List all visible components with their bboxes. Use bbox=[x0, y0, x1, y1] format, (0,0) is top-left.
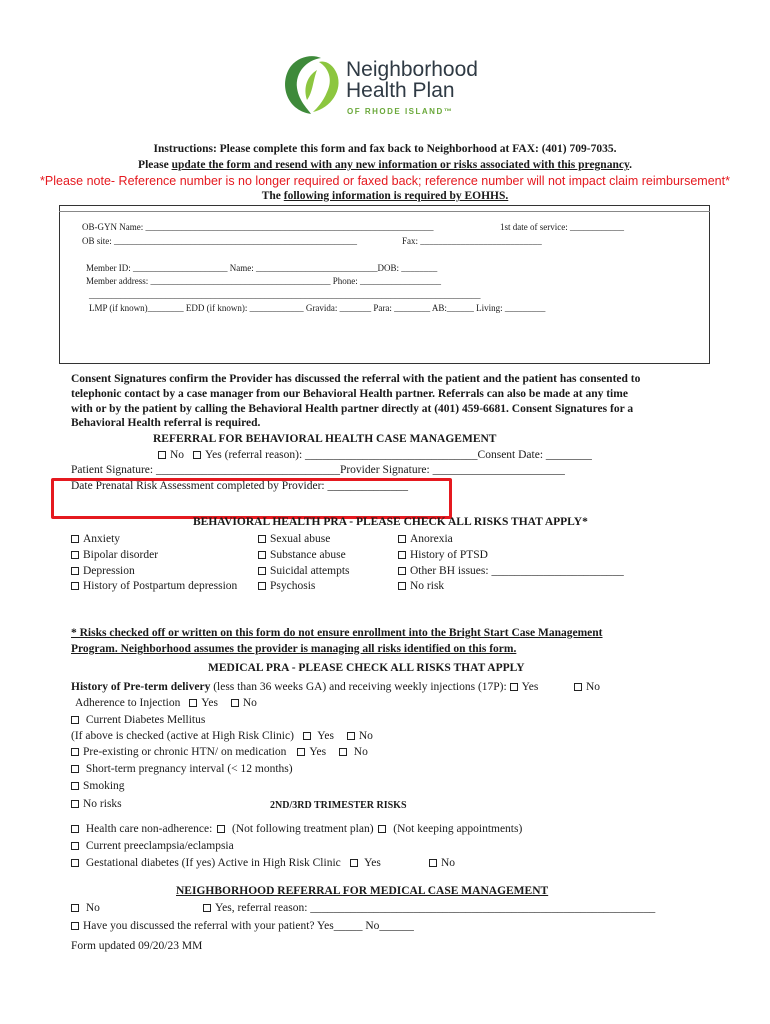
risk-label: Other BH issues: _______________________ bbox=[410, 565, 624, 577]
consent-line3: with or by the patient by calling the Behavioral Health partner directly at (401) 459-6681. Consent Signatures for a bbox=[71, 403, 634, 415]
disclaimer-line1: * Risks checked off or written on this form do not ensure enrollment into the Bright Start Case Management bbox=[71, 627, 603, 639]
if-above-line bbox=[71, 730, 373, 742]
risk-anxiety[interactable] bbox=[71, 533, 120, 545]
no-label: No bbox=[586, 681, 601, 693]
checkbox-icon[interactable] bbox=[398, 567, 406, 575]
address-blank-line[interactable]: _______________________________________________________________________________________ bbox=[89, 290, 481, 300]
bh-pra-title: BEHAVIORAL HEALTH PRA - PLEASE CHECK ALL RISKS THAT APPLY* bbox=[193, 516, 588, 528]
checkbox-icon[interactable] bbox=[71, 782, 79, 790]
diabetes-line[interactable] bbox=[71, 714, 205, 726]
fax-field[interactable]: Fax: ___________________________ bbox=[402, 236, 542, 246]
required-underlined: following information is required by EOHHS. bbox=[283, 190, 509, 202]
required-prefix: The bbox=[261, 190, 284, 202]
checkbox-icon[interactable] bbox=[350, 859, 358, 867]
no-risks-line[interactable] bbox=[71, 798, 122, 810]
required-line bbox=[0, 190, 770, 202]
consent-line4: Behavioral Health referral is required. bbox=[71, 417, 261, 429]
risk-depression[interactable] bbox=[71, 565, 135, 577]
checkbox-icon[interactable] bbox=[258, 567, 266, 575]
checkbox-icon[interactable] bbox=[71, 842, 79, 850]
trimester-title: 2ND/3RD TRIMESTER RISKS bbox=[270, 800, 407, 811]
checkbox-icon[interactable] bbox=[71, 859, 79, 867]
signature-line[interactable]: Patient Signature: ________________________________Provider Signature: _______________________ bbox=[71, 464, 565, 476]
instructions-line2-prefix: Please bbox=[138, 159, 172, 171]
bh-referral-yes[interactable] bbox=[193, 449, 592, 461]
risk-label: Depression bbox=[83, 565, 135, 577]
preterm-rest: (less than 36 weeks GA) and receiving weekly injections (17P): bbox=[210, 681, 507, 693]
risk-label: History of PTSD bbox=[410, 549, 488, 561]
risk-label: Anorexia bbox=[410, 533, 453, 545]
instructions-line1: Instructions: Please complete this form and fax back to Neighborhood at FAX: (401) 709-7035. bbox=[153, 143, 617, 155]
bh-referral-no[interactable] bbox=[158, 449, 184, 461]
checkbox-icon[interactable] bbox=[71, 748, 79, 756]
checkbox-icon[interactable] bbox=[71, 535, 79, 543]
risk-substance-abuse[interactable] bbox=[258, 549, 346, 561]
checkbox-icon[interactable] bbox=[71, 904, 79, 912]
checkbox-icon[interactable] bbox=[71, 922, 79, 930]
nh-yes-label: Yes, referral reason: ____________________________________________________________ bbox=[215, 902, 656, 914]
no-label: No bbox=[358, 730, 373, 742]
instructions-line2-suffix: . bbox=[629, 159, 632, 171]
checkbox-icon[interactable] bbox=[231, 699, 239, 707]
checkbox-icon[interactable] bbox=[203, 904, 211, 912]
preterm-no[interactable] bbox=[574, 681, 600, 693]
leaf-logo-icon bbox=[277, 52, 347, 118]
smoking-label: Smoking bbox=[83, 780, 125, 792]
preeclampsia-label: Current preeclampsia/eclampsia bbox=[85, 840, 234, 852]
instructions-line2 bbox=[0, 159, 770, 171]
risk-ptsd[interactable] bbox=[398, 549, 488, 561]
checkbox-icon[interactable] bbox=[189, 699, 197, 707]
checkbox-icon[interactable] bbox=[71, 716, 79, 724]
yes-label: Yes bbox=[317, 730, 334, 742]
box-divider bbox=[59, 211, 710, 214]
first-service-field[interactable]: 1st date of service: ____________ bbox=[500, 222, 624, 232]
nh-referral-yes[interactable] bbox=[203, 902, 655, 914]
no-risks-label: No risks bbox=[83, 798, 122, 810]
ob-site-field[interactable]: OB site: ______________________________________________________ bbox=[82, 236, 358, 246]
short-term-label: Short-term pregnancy interval (< 12 months) bbox=[85, 763, 293, 775]
nh-referral-title: NEIGHBORHOOD REFERRAL FOR MEDICAL CASE MANAGEMENT bbox=[176, 885, 549, 897]
risk-label: Sexual abuse bbox=[270, 533, 331, 545]
highlight-box bbox=[51, 478, 452, 519]
htn-line bbox=[71, 746, 368, 758]
gestational-no[interactable] bbox=[429, 857, 455, 869]
gestational-label: Gestational diabetes (If yes) Active in High Risk Clinic bbox=[85, 857, 341, 869]
risk-bipolar[interactable] bbox=[71, 549, 158, 561]
checkbox-icon[interactable] bbox=[398, 582, 406, 590]
checkbox-icon[interactable] bbox=[217, 825, 225, 833]
checkbox-icon[interactable] bbox=[258, 535, 266, 543]
not-keeping-label: (Not keeping appointments) bbox=[393, 823, 523, 835]
bh-referral-no-label: No bbox=[170, 449, 185, 461]
logo-line3: OF RHODE ISLAND™ bbox=[347, 107, 454, 116]
member-address-field[interactable]: Member address: ________________________________________ Phone: __________________ bbox=[86, 276, 441, 286]
preterm-line bbox=[71, 681, 538, 693]
adherence-line bbox=[75, 697, 257, 709]
discussed-line[interactable] bbox=[71, 920, 414, 932]
preterm-bold: History of Pre-term delivery bbox=[71, 681, 211, 693]
checkbox-icon[interactable] bbox=[297, 748, 305, 756]
yes-label: Yes bbox=[521, 681, 539, 693]
risk-no-risk[interactable] bbox=[398, 580, 444, 592]
risk-label: Bipolar disorder bbox=[83, 549, 159, 561]
gestational-line bbox=[71, 857, 381, 869]
checkbox-icon[interactable] bbox=[71, 765, 79, 773]
checkbox-icon[interactable] bbox=[71, 800, 79, 808]
logo-line2: Health Plan bbox=[346, 79, 455, 102]
not-following-label: (Not following treatment plan) bbox=[232, 823, 374, 835]
risk-label: Psychosis bbox=[270, 580, 316, 592]
prenatal-assessment-date[interactable]: Date Prenatal Risk Assessment completed by Provider: ______________ bbox=[71, 480, 408, 492]
htn-label: Pre-existing or chronic HTN/ on medication bbox=[83, 746, 287, 758]
member-id-field[interactable]: Member ID: _____________________ Name: ___________________________DOB: ________ bbox=[86, 263, 438, 273]
checkbox-icon[interactable] bbox=[510, 683, 518, 691]
risk-anorexia[interactable] bbox=[398, 533, 453, 545]
checkbox-icon[interactable] bbox=[429, 859, 437, 867]
risk-suicidal[interactable] bbox=[258, 565, 350, 577]
bh-referral-yes-label: Yes (referral reason): ______________________________Consent Date: ________ bbox=[205, 449, 592, 461]
logo-line1: Neighborhood bbox=[346, 58, 478, 81]
yes-label: Yes bbox=[364, 857, 381, 869]
yes-label: Yes bbox=[309, 746, 327, 758]
checkbox-icon[interactable] bbox=[258, 551, 266, 559]
checkbox-icon[interactable] bbox=[71, 825, 79, 833]
checkbox-icon[interactable] bbox=[71, 582, 79, 590]
medical-pra-title: MEDICAL PRA - PLEASE CHECK ALL RISKS THAT APPLY bbox=[208, 662, 525, 674]
consent-line1: Consent Signatures confirm the Provider has discussed the referral with the patient and the patient has consented to bbox=[71, 373, 641, 385]
bh-referral-title: REFERRAL FOR BEHAVIORAL HEALTH CASE MANAGEMENT bbox=[153, 433, 497, 445]
consent-line2: telephonic contact by a case manager from our Behavioral Health partner. Referrals can also be made at any time bbox=[71, 388, 628, 400]
checkbox-icon[interactable] bbox=[347, 732, 355, 740]
disclaimer-line2: Program. Neighborhood assumes the provider is managing all risks identified on this form. bbox=[71, 643, 517, 655]
checkbox-icon[interactable] bbox=[71, 551, 79, 559]
checkbox-icon[interactable] bbox=[398, 551, 406, 559]
checkbox-icon[interactable] bbox=[574, 683, 582, 691]
no-label: No bbox=[441, 857, 456, 869]
no-label: No bbox=[242, 697, 257, 709]
instructions-line2-underlined: update the form and resend with any new information or risks associated with this pregnancy bbox=[171, 159, 630, 171]
risk-label: Suicidal attempts bbox=[270, 565, 350, 577]
checkbox-icon[interactable] bbox=[193, 451, 201, 459]
checkbox-icon[interactable] bbox=[339, 748, 347, 756]
nh-no-label: No bbox=[85, 902, 100, 914]
checkbox-icon[interactable] bbox=[378, 825, 386, 833]
health-care-label: Health care non-adherence: bbox=[85, 823, 213, 835]
checkbox-icon[interactable] bbox=[158, 451, 166, 459]
checkbox-icon[interactable] bbox=[303, 732, 311, 740]
risk-postpartum[interactable] bbox=[71, 580, 237, 592]
adherence-label: Adherence to Injection bbox=[75, 697, 181, 709]
lmp-field[interactable]: LMP (if known)________ EDD (if known): ____________ Gravida: _______ Para: ________ AB:______ Living: _________ bbox=[89, 303, 546, 313]
obgyn-name-field[interactable]: OB-GYN Name: ________________________________________________________________ bbox=[82, 222, 434, 232]
yes-label: Yes bbox=[201, 697, 218, 709]
short-term-line[interactable] bbox=[71, 763, 293, 775]
diabetes-label: Current Diabetes Mellitus bbox=[85, 714, 206, 726]
checkbox-icon[interactable] bbox=[258, 582, 266, 590]
preeclampsia-line[interactable] bbox=[71, 840, 234, 852]
checkbox-icon[interactable] bbox=[398, 535, 406, 543]
if-above-label: (If above is checked (active at High Risk Clinic) bbox=[71, 730, 294, 742]
risk-other-bh[interactable] bbox=[398, 565, 624, 577]
risk-label: No risk bbox=[410, 580, 445, 592]
nh-referral-no[interactable] bbox=[71, 902, 100, 914]
form-updated: Form updated 09/20/23 MM bbox=[71, 940, 203, 952]
risk-label: Substance abuse bbox=[270, 549, 346, 561]
risk-psychosis[interactable] bbox=[258, 580, 315, 592]
discussed-label: Have you discussed the referral with your patient? Yes_____ No______ bbox=[83, 920, 414, 932]
smoking-line[interactable] bbox=[71, 780, 125, 792]
health-care-line bbox=[71, 823, 522, 835]
risk-label: Anxiety bbox=[83, 533, 121, 545]
checkbox-icon[interactable] bbox=[71, 567, 79, 575]
no-label: No bbox=[353, 746, 368, 758]
risk-label: History of Postpartum depression bbox=[83, 580, 238, 592]
risk-sexual-abuse[interactable] bbox=[258, 533, 330, 545]
neighborhood-logo bbox=[277, 52, 478, 123]
reference-note: *Please note- Reference number is no longer required or faxed back; reference number will not impact claim reimbursement* bbox=[40, 174, 730, 188]
